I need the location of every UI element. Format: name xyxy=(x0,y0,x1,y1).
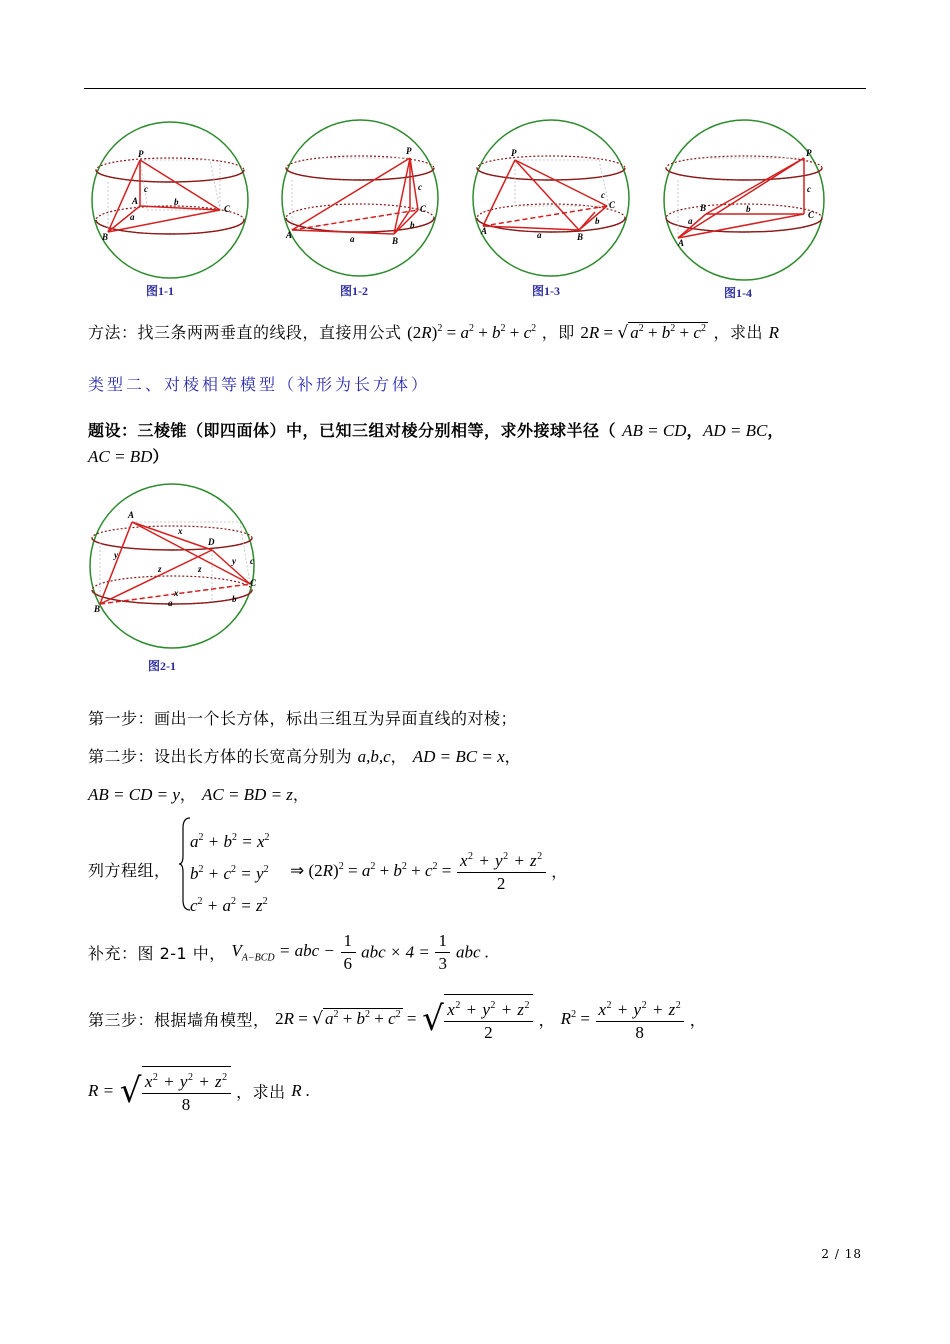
problem-eq3: AC = BD xyxy=(88,447,153,466)
label-b: B xyxy=(94,604,101,614)
sqrt-step3: √ $\frac{x^2 + y^2 + z^2}{2}$ xyxy=(422,994,533,1044)
system-den: 2 xyxy=(496,874,506,893)
label-c: C xyxy=(420,204,427,214)
method-line: 方法：找三条两两垂直的线段，直接用公式 $(2R)^2 = a^2 + b^2 + c^2$ ，即 2R = √ $a^2 + b^2 + c^2$ ，求出 R xyxy=(88,323,780,343)
caption-1-1: 图1-1 xyxy=(146,284,174,298)
label-d: D xyxy=(208,537,215,547)
supplement-line xyxy=(88,930,489,975)
label-p: P xyxy=(806,148,812,158)
type2-heading: 类型二、对棱相等模型（补形为长方体） xyxy=(88,375,431,394)
problem-line: 题设：三棱锥（即四面体）中，已知三组对棱分别相等，求外接球半径（ AB = CD，AD = BC， xyxy=(88,421,784,440)
label-c-edge: c xyxy=(144,184,148,194)
final-den: 8 xyxy=(181,1095,191,1114)
frac1-num: 1 xyxy=(341,930,356,953)
equation-system: $a^2 + b^2 = x^2$ $b^2 + c^2 = y^2$ $c^2 + a^2 = z^2$ xyxy=(190,832,270,915)
step2-eq: AD = BC = x xyxy=(412,747,505,766)
frac2-num: 1 xyxy=(435,930,450,953)
figure-2-1 xyxy=(88,482,260,652)
method-var: R xyxy=(768,323,780,342)
volume-subscript: A−BCD xyxy=(241,952,275,964)
step3-prefix: 第三步：根据墙角模型， xyxy=(88,1010,270,1030)
method-suffix: ，求出 xyxy=(713,323,764,342)
supplement-prefix: 补充：图 2-1 中， xyxy=(88,944,226,963)
label-b: B xyxy=(577,232,584,242)
label-b: B xyxy=(102,232,109,242)
label-a-edge: a xyxy=(130,212,135,222)
step2-prefix: 第二步：设出长方体的长宽高分别为 xyxy=(88,747,353,766)
system-result: ⇒ $(2R)^2 = a^2 + b^2 + c^2$ = $\frac{x^2 + y^2 + z^2}{2}$ ， xyxy=(290,846,568,895)
label-a: A xyxy=(286,230,293,240)
step2-vars: a,b,c xyxy=(357,747,391,766)
problem-line-2 xyxy=(88,444,169,467)
volume-symbol: V xyxy=(231,941,242,961)
label-c: C xyxy=(808,210,815,220)
label-a: A xyxy=(678,238,685,248)
problem-eq2: AD = BC xyxy=(702,421,768,440)
system-prefix: 列方程组， xyxy=(88,861,171,880)
problem-suffix: ） xyxy=(152,447,169,466)
label-x-top: x xyxy=(178,526,183,536)
frac1-den: 6 xyxy=(343,954,353,973)
problem-eq1: AB = CD xyxy=(622,421,687,440)
label-a-edge: a xyxy=(688,216,693,226)
label-c: C xyxy=(224,204,231,214)
label-a: A xyxy=(132,196,139,206)
label-b-edge: b xyxy=(746,204,751,214)
label-b-edge: b xyxy=(595,216,600,226)
label-a-edge: a xyxy=(537,230,542,240)
label-y-right: y xyxy=(232,556,236,566)
step2-line: 第二步：设出长方体的长宽高分别为 a,b,c， AD = BC = x， xyxy=(88,747,522,766)
label-b-edge: b xyxy=(410,220,415,230)
method-prefix: 方法：找三条两两垂直的线段，直接用公式 xyxy=(88,323,402,342)
step2b-eq1: AB = CD = y xyxy=(88,785,180,804)
final-var: R . xyxy=(291,1081,311,1100)
figure-1-1 xyxy=(88,120,252,280)
step3-r2-den: 8 xyxy=(635,1022,645,1042)
final-lhs: R = xyxy=(88,1081,115,1100)
label-p: P xyxy=(511,148,517,158)
caption-2-1: 图2-1 xyxy=(148,659,176,673)
supplement-rhs1: = abc − xyxy=(278,941,335,961)
final-line xyxy=(88,1066,310,1116)
supplement-end: abc . xyxy=(456,942,490,962)
label-c: C xyxy=(609,200,616,210)
step1-line: 第一步：画出一个长方体，标出三组互为异面直线的对棱； xyxy=(88,709,518,728)
label-p: P xyxy=(406,146,412,156)
problem-prefix: 题设：三棱锥（即四面体）中，已知三组对棱分别相等，求外接球半径（ xyxy=(88,421,617,440)
label-c-edge: c xyxy=(418,182,422,192)
label-x-bottom: x xyxy=(174,588,179,598)
figure-1-2 xyxy=(278,118,442,278)
step2b-line: AB = CD = y， AC = BD = z， xyxy=(88,785,310,804)
figure-1-4 xyxy=(662,118,826,282)
final-suffix: ，求出 xyxy=(236,1082,286,1102)
page-number: 2 / 18 xyxy=(821,1247,862,1261)
label-a-edge: a xyxy=(168,598,173,608)
label-a: A xyxy=(128,510,135,520)
label-a-edge: a xyxy=(350,234,355,244)
method-mid: ，即 xyxy=(541,323,575,342)
sqrt-final: √ $\frac{x^2 + y^2 + z^2}{8}$ xyxy=(120,1066,231,1116)
label-c-edge: c xyxy=(807,184,811,194)
supplement-mid: abc × 4 = xyxy=(361,942,430,962)
label-c-edge: c xyxy=(601,190,605,200)
header-rule xyxy=(84,88,866,89)
caption-1-2: 图1-2 xyxy=(340,284,368,298)
label-a: A xyxy=(481,226,488,236)
label-b: B xyxy=(700,203,707,213)
step3-den: 2 xyxy=(484,1023,494,1042)
label-p: P xyxy=(138,149,144,159)
label-b: B xyxy=(392,236,399,246)
label-c-edge: c xyxy=(250,556,254,566)
label-z-right: z xyxy=(198,564,202,574)
frac2-den: 3 xyxy=(438,954,448,973)
step2b-eq2: AC = BD = z xyxy=(201,785,293,804)
label-y-left: y xyxy=(114,550,118,560)
caption-1-3: 图1-3 xyxy=(532,284,560,298)
figure-1-3 xyxy=(469,118,633,278)
label-z-left: z xyxy=(158,564,162,574)
label-c: C xyxy=(250,578,257,588)
step3-line: 第三步：根据墙角模型， 2R = √ $a^2 + b^2 + c^2$ = √ $\frac{x^2 + y^2 + z^2}{2}$ ， $R^2$ = $\frac{x^2 + y^2 + z^2}{8}$ ， xyxy=(88,994,706,1044)
caption-1-4: 图1-4 xyxy=(724,286,752,300)
label-b-edge: b xyxy=(174,197,179,207)
label-b-edge: b xyxy=(232,594,237,604)
